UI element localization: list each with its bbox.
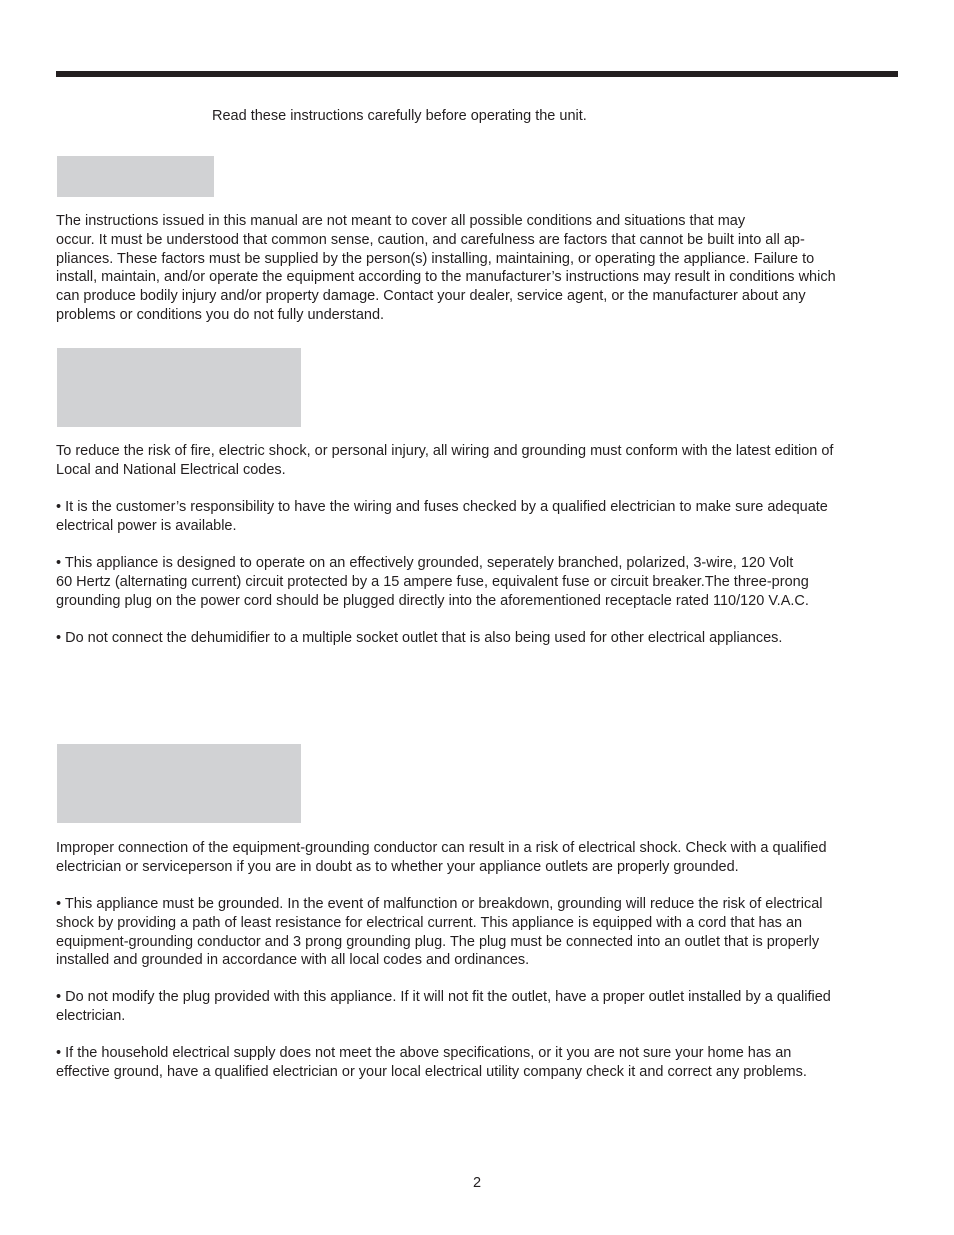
grounding-paragraph-3: • Do not modify the plug provided with this appliance. If it will not fit the outlet, have a proper outlet installed by a qualified electrician. [56,989,831,1024]
electrical-paragraph-4: • Do not connect the dehumidifier to a multiple socket outlet that is also being used for other electrical appliances. [56,630,783,646]
section-heading-placeholder-1 [57,156,214,197]
electrical-paragraph-3: • This appliance is designed to operate on an effectively grounded, seperately branched, polarized, 3-wire, 120 Volt 60 Hertz (alternating current) circuit protected by a 15 ampere fuse, equivalent fuse or circuit breaker.The three-prong grounding plug on the power cord should be plugged directly into the aforementioned receptacle rated 110/120 V.A.C. [56,555,809,609]
electrical-paragraph-1: To reduce the risk of fire, electric shock, or personal injury, all wiring and grounding must conform with the latest edition of Local and National Electrical codes. [56,443,834,478]
header-rule [56,71,898,77]
electrical-paragraph-2: • It is the customer’s responsibility to have the wiring and fuses checked by a qualified electrician to make sure adequate electrical power is available. [56,499,828,534]
section-heading-placeholder-2 [57,348,301,427]
section-heading-placeholder-3 [57,744,301,823]
safety-paragraph: The instructions issued in this manual are not meant to cover all possible conditions and situations that may occur. It must be understood that common sense, caution, and carefulness are factors that cannot be built into all ap- pliances. These factors must be supplied by the person(s) installing, maintaining, or operating the appliance. Failure to install, maintain, and/or operate the equipment according to the manufacturer’s instructions may result in conditions which can produce bodily injury and/or property damage. Contact your dealer, service agent, or the manufacturer about any problems or conditions you do not fully understand. [56,213,836,323]
grounding-paragraph-4: • If the household electrical supply does not meet the above specifications, or it you are not sure your home has an effective ground, have a qualified electrician or your local electrical utility company check it and correct any problems. [56,1045,807,1080]
grounding-paragraph-2: • This appliance must be grounded. In the event of malfunction or breakdown, grounding will reduce the risk of electrical shock by providing a path of least resistance for electrical current. This appliance is equipped with a cord that has an equipment-grounding conductor and 3 prong grounding plug. The plug must be connected into an outlet that is properly installed and grounded in accordance with all local codes and ordinances. [56,896,823,969]
intro-text: Read these instructions carefully before operating the unit. [212,108,587,124]
grounding-paragraph-1: Improper connection of the equipment-grounding conductor can result in a risk of electrical shock. Check with a qualified electrician or serviceperson if you are in doubt as to whether your appliance outlets are properly grounded. [56,840,827,875]
page-number: 2 [472,1175,482,1191]
